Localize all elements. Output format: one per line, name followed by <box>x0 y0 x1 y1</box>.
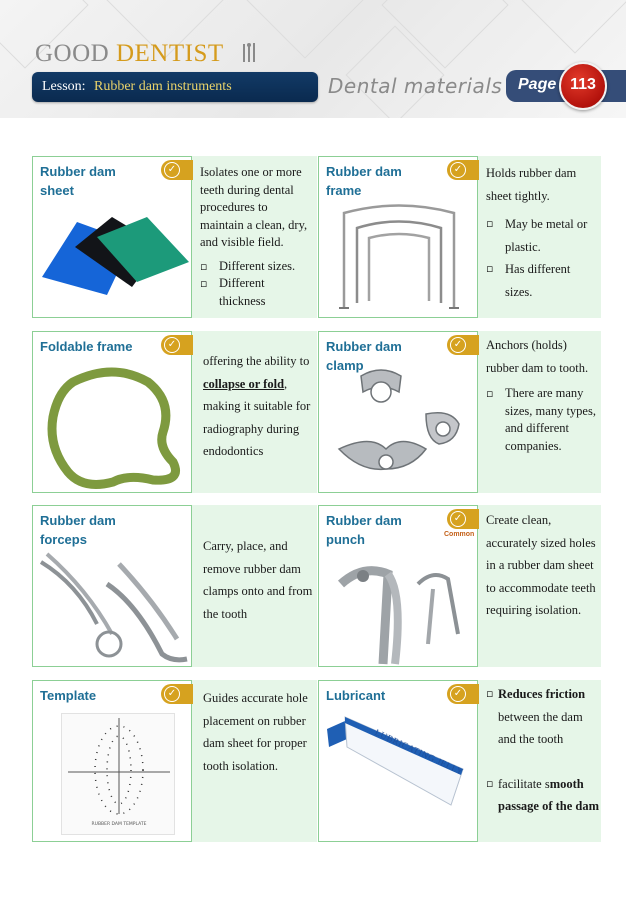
template-sheet <box>61 713 175 835</box>
bullet-list <box>486 213 600 303</box>
page-header <box>0 0 626 118</box>
bullet-item: ▫ Different sizes. <box>200 258 314 276</box>
card-title: Lubricant <box>326 688 386 703</box>
background-pattern <box>241 0 368 59</box>
card-description <box>200 164 314 310</box>
card-title: Rubber dam sheet <box>40 164 116 198</box>
card-description <box>486 334 600 455</box>
description-text: Guides accurate hole placement on rubber dam sheet for proper tooth isolation. <box>203 691 308 773</box>
bullet-list <box>486 385 600 455</box>
check-badge-icon: ✓ <box>447 335 479 355</box>
bullet-item <box>486 683 600 751</box>
card-title: Rubber dam forceps <box>40 513 116 547</box>
bullet-emphasis: mooth passage of the dam <box>498 776 600 813</box>
bullet-emphasis: Reduces friction <box>498 687 586 701</box>
description-text: Anchors (holds) rubber dam to tooth. <box>486 338 589 375</box>
tube-label: LUBRICATING JELLY <box>373 727 465 777</box>
description-text: Create clean, accurately sized holes in a rubber dam sheet to accommodate teeth requiring isolation. <box>486 513 596 617</box>
check-badge-icon: ✓ <box>161 335 193 355</box>
bullet-item <box>486 773 600 818</box>
dental-instruments-icon <box>241 42 257 64</box>
bullet-item: ▫ Different thickness <box>200 275 314 310</box>
punch-image <box>333 554 473 666</box>
card-title: Rubber dam frame <box>326 164 402 198</box>
bullet-list <box>200 258 314 311</box>
subject-title: Dental materials <box>328 74 503 98</box>
check-badge-icon: ✓ <box>447 684 479 704</box>
card-description <box>203 687 317 777</box>
bullet-text: between the dam and the tooth <box>498 709 583 746</box>
brand-logo <box>35 40 224 68</box>
description-text: offering the ability to <box>203 354 310 368</box>
bullet-text: facilitate s <box>498 776 550 791</box>
rubber-sheet-image <box>37 207 189 297</box>
brand-word-good: GOOD <box>35 40 110 67</box>
template-grid-image <box>62 714 176 836</box>
check-badge-icon: ✓ <box>161 684 193 704</box>
card-template <box>32 680 317 842</box>
card-description <box>203 350 317 463</box>
forceps-image <box>37 544 191 666</box>
card-description <box>486 162 600 303</box>
common-tag: Common <box>444 531 475 538</box>
bullet-item: ▫ There are many sizes, many types, and different companies. <box>486 385 600 455</box>
lesson-bar <box>32 72 318 102</box>
lesson-title: Rubber dam instruments <box>94 79 232 94</box>
description-text: Holds rubber dam sheet tightly. <box>486 166 577 203</box>
metal-frame-image <box>329 193 469 313</box>
description-text: , making it suitable for radiography during endodontics <box>203 376 311 458</box>
bullet-item: ▫ May be metal or plastic. <box>486 213 600 258</box>
page-number: 113 <box>570 76 596 93</box>
card-title: Rubber dam clamp <box>326 339 402 373</box>
description-text: Carry, place, and remove rubber dam clamps onto and from the tooth <box>203 539 313 621</box>
card-rubber-dam-punch <box>318 505 601 667</box>
background-pattern <box>511 0 626 54</box>
card-description <box>486 509 600 622</box>
bullet-list <box>486 683 600 818</box>
page-number-badge <box>559 62 607 110</box>
card-rubber-dam-frame <box>318 156 601 318</box>
brand-word-dentist: DENTIST <box>115 40 224 67</box>
bullet-item: ▫ Has different sizes. <box>486 258 600 303</box>
card-title: Template <box>40 688 97 703</box>
check-badge-icon: ✓ <box>447 509 479 529</box>
check-badge-icon: ✓ <box>161 160 193 180</box>
card-foldable-frame <box>32 331 317 493</box>
card-rubber-dam-clamp <box>318 331 601 493</box>
card-description <box>486 683 600 818</box>
description-text: Isolates one or more teeth during dental procedures to maintain a clean, dry, and visible field. <box>200 165 308 249</box>
template-label: RUBBER DAM TEMPLATE <box>91 822 147 827</box>
card-rubber-dam-forceps <box>32 505 317 667</box>
card-rubber-dam-sheet <box>32 156 317 318</box>
foldable-frame-image <box>43 362 185 490</box>
description-emphasis: collapse or fold <box>203 376 285 391</box>
card-title: Rubber dam punch <box>326 513 402 547</box>
lesson-label: Lesson: <box>42 79 86 94</box>
lubricant-tube-image <box>323 709 477 809</box>
card-title: Foldable frame <box>40 339 133 354</box>
card-lubricant <box>318 680 601 842</box>
page-label: Page <box>518 76 557 93</box>
check-badge-icon: ✓ <box>447 160 479 180</box>
card-description <box>203 535 317 625</box>
